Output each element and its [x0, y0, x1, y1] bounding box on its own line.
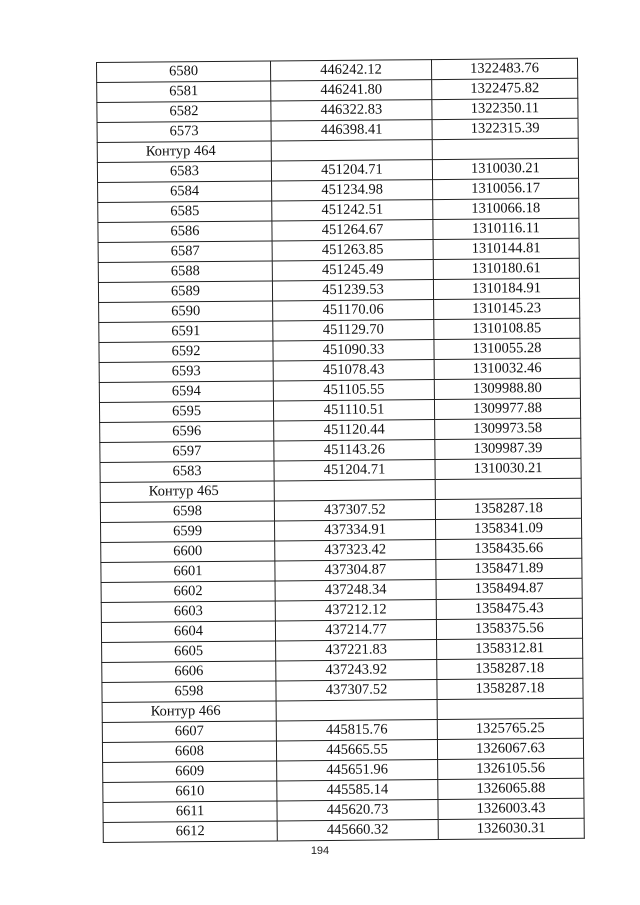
- point-id-cell: 6599: [101, 521, 275, 543]
- point-id-cell: 6592: [99, 341, 273, 363]
- y-coordinate-cell: 1310184.91: [433, 278, 579, 299]
- point-id-cell: 6603: [101, 601, 275, 623]
- page-number: 194: [310, 845, 330, 857]
- y-coordinate-cell: 1358475.43: [436, 598, 582, 619]
- empty-cell: [271, 140, 432, 161]
- y-coordinate-cell: 1309973.58: [435, 418, 581, 439]
- point-id-cell: 6596: [100, 421, 274, 443]
- y-coordinate-cell: 1309987.39: [435, 438, 581, 459]
- y-coordinate-cell: 1358471.89: [436, 558, 582, 579]
- x-coordinate-cell: 451263.85: [272, 240, 433, 261]
- x-coordinate-cell: 451129.70: [273, 320, 434, 341]
- x-coordinate-cell: 445585.14: [277, 780, 438, 801]
- coordinate-table-sheet: [96, 58, 584, 843]
- coordinate-table-body: [97, 58, 585, 842]
- point-id-cell: 6581: [97, 81, 271, 103]
- x-coordinate-cell: 446322.83: [271, 100, 432, 121]
- y-coordinate-cell: 1322475.82: [432, 78, 578, 99]
- x-coordinate-cell: 437243.92: [276, 660, 437, 681]
- y-coordinate-cell: 1322350.11: [432, 98, 578, 119]
- point-id-cell: 6580: [97, 61, 271, 83]
- y-coordinate-cell: 1310145.23: [434, 298, 580, 319]
- point-id-cell: 6589: [98, 281, 272, 303]
- x-coordinate-cell: 437334.91: [275, 520, 436, 541]
- x-coordinate-cell: 446241.80: [271, 80, 432, 101]
- y-coordinate-cell: 1326030.31: [438, 818, 584, 839]
- y-coordinate-cell: 1325765.25: [437, 718, 583, 739]
- point-id-cell: 6598: [100, 501, 274, 523]
- y-coordinate-cell: 1310144.81: [433, 238, 579, 259]
- y-coordinate-cell: 1322483.76: [431, 58, 577, 79]
- point-id-cell: 6602: [101, 581, 275, 603]
- y-coordinate-cell: 1358494.87: [436, 578, 582, 599]
- y-coordinate-cell: 1310108.85: [434, 318, 580, 339]
- y-coordinate-cell: 1326003.43: [438, 798, 584, 819]
- empty-cell: [276, 700, 437, 721]
- coordinate-table: [96, 58, 585, 843]
- x-coordinate-cell: 437307.52: [274, 500, 435, 521]
- x-coordinate-cell: 445660.32: [277, 820, 438, 841]
- section-label: Контур 464: [97, 141, 271, 163]
- x-coordinate-cell: 445651.96: [277, 760, 438, 781]
- point-id-cell: 6583: [100, 461, 274, 483]
- point-id-cell: 6588: [98, 261, 272, 283]
- point-id-cell: 6593: [99, 361, 273, 383]
- section-label: Контур 465: [100, 481, 274, 503]
- x-coordinate-cell: 437221.83: [276, 640, 437, 661]
- x-coordinate-cell: 451245.49: [272, 260, 433, 281]
- point-id-cell: 6594: [99, 381, 273, 403]
- x-coordinate-cell: 451234.98: [272, 180, 433, 201]
- y-coordinate-cell: 1326105.56: [438, 758, 584, 779]
- y-coordinate-cell: 1310030.21: [432, 158, 578, 179]
- point-id-cell: 6608: [102, 741, 276, 763]
- x-coordinate-cell: 446398.41: [271, 120, 432, 141]
- point-id-cell: 6597: [100, 441, 274, 463]
- y-coordinate-cell: 1310055.28: [434, 338, 580, 359]
- empty-cell: [432, 138, 578, 159]
- x-coordinate-cell: 451110.51: [273, 400, 434, 421]
- point-id-cell: 6585: [98, 201, 272, 223]
- x-coordinate-cell: 437214.77: [275, 620, 436, 641]
- x-coordinate-cell: 437323.42: [275, 540, 436, 561]
- x-coordinate-cell: 451170.06: [273, 300, 434, 321]
- point-id-cell: 6601: [101, 561, 275, 583]
- point-id-cell: 6583: [97, 161, 271, 183]
- y-coordinate-cell: 1310032.46: [434, 358, 580, 379]
- y-coordinate-cell: 1358287.18: [435, 498, 581, 519]
- point-id-cell: 6600: [101, 541, 275, 563]
- y-coordinate-cell: 1310180.61: [433, 258, 579, 279]
- point-id-cell: 6609: [103, 761, 277, 783]
- point-id-cell: 6591: [99, 321, 273, 343]
- y-coordinate-cell: 1310066.18: [433, 198, 579, 219]
- y-coordinate-cell: 1310030.21: [435, 458, 581, 479]
- point-id-cell: 6612: [103, 821, 277, 843]
- y-coordinate-cell: 1310116.11: [433, 218, 579, 239]
- x-coordinate-cell: 445620.73: [277, 800, 438, 821]
- point-id-cell: 6607: [102, 721, 276, 743]
- empty-cell: [274, 480, 435, 501]
- point-id-cell: 6584: [98, 181, 272, 203]
- table-row: [103, 818, 584, 842]
- y-coordinate-cell: 1322315.39: [432, 118, 578, 139]
- x-coordinate-cell: 437212.12: [275, 600, 436, 621]
- x-coordinate-cell: 451090.33: [273, 340, 434, 361]
- y-coordinate-cell: 1310056.17: [433, 178, 579, 199]
- y-coordinate-cell: 1358287.18: [437, 658, 583, 679]
- point-id-cell: 6605: [102, 641, 276, 663]
- x-coordinate-cell: 445815.76: [276, 720, 437, 741]
- point-id-cell: 6582: [97, 101, 271, 123]
- y-coordinate-cell: 1309988.80: [434, 378, 580, 399]
- empty-cell: [437, 698, 583, 719]
- point-id-cell: 6586: [98, 221, 272, 243]
- x-coordinate-cell: 451105.55: [273, 380, 434, 401]
- x-coordinate-cell: 451204.71: [274, 460, 435, 481]
- point-id-cell: 6610: [103, 781, 277, 803]
- x-coordinate-cell: 446242.12: [270, 60, 431, 81]
- point-id-cell: 6587: [98, 241, 272, 263]
- x-coordinate-cell: 437304.87: [275, 560, 436, 581]
- x-coordinate-cell: 451264.67: [272, 220, 433, 241]
- section-label: Контур 466: [102, 701, 276, 723]
- point-id-cell: 6606: [102, 661, 276, 683]
- x-coordinate-cell: 451204.71: [271, 160, 432, 181]
- y-coordinate-cell: 1358435.66: [436, 538, 582, 559]
- x-coordinate-cell: 451239.53: [272, 280, 433, 301]
- point-id-cell: 6604: [101, 621, 275, 643]
- y-coordinate-cell: 1326065.88: [438, 778, 584, 799]
- x-coordinate-cell: 445665.55: [276, 740, 437, 761]
- y-coordinate-cell: 1358341.09: [436, 518, 582, 539]
- x-coordinate-cell: 451143.26: [274, 440, 435, 461]
- y-coordinate-cell: 1309977.88: [434, 398, 580, 419]
- empty-cell: [435, 478, 581, 499]
- y-coordinate-cell: 1358312.81: [437, 638, 583, 659]
- x-coordinate-cell: 451242.51: [272, 200, 433, 221]
- x-coordinate-cell: 451078.43: [273, 360, 434, 381]
- point-id-cell: 6573: [97, 121, 271, 143]
- point-id-cell: 6595: [99, 401, 273, 423]
- point-id-cell: 6590: [99, 301, 273, 323]
- point-id-cell: 6598: [102, 681, 276, 703]
- x-coordinate-cell: 437307.52: [276, 680, 437, 701]
- y-coordinate-cell: 1326067.63: [437, 738, 583, 759]
- y-coordinate-cell: 1358375.56: [436, 618, 582, 639]
- point-id-cell: 6611: [103, 801, 277, 823]
- x-coordinate-cell: 451120.44: [274, 420, 435, 441]
- x-coordinate-cell: 437248.34: [275, 580, 436, 601]
- y-coordinate-cell: 1358287.18: [437, 678, 583, 699]
